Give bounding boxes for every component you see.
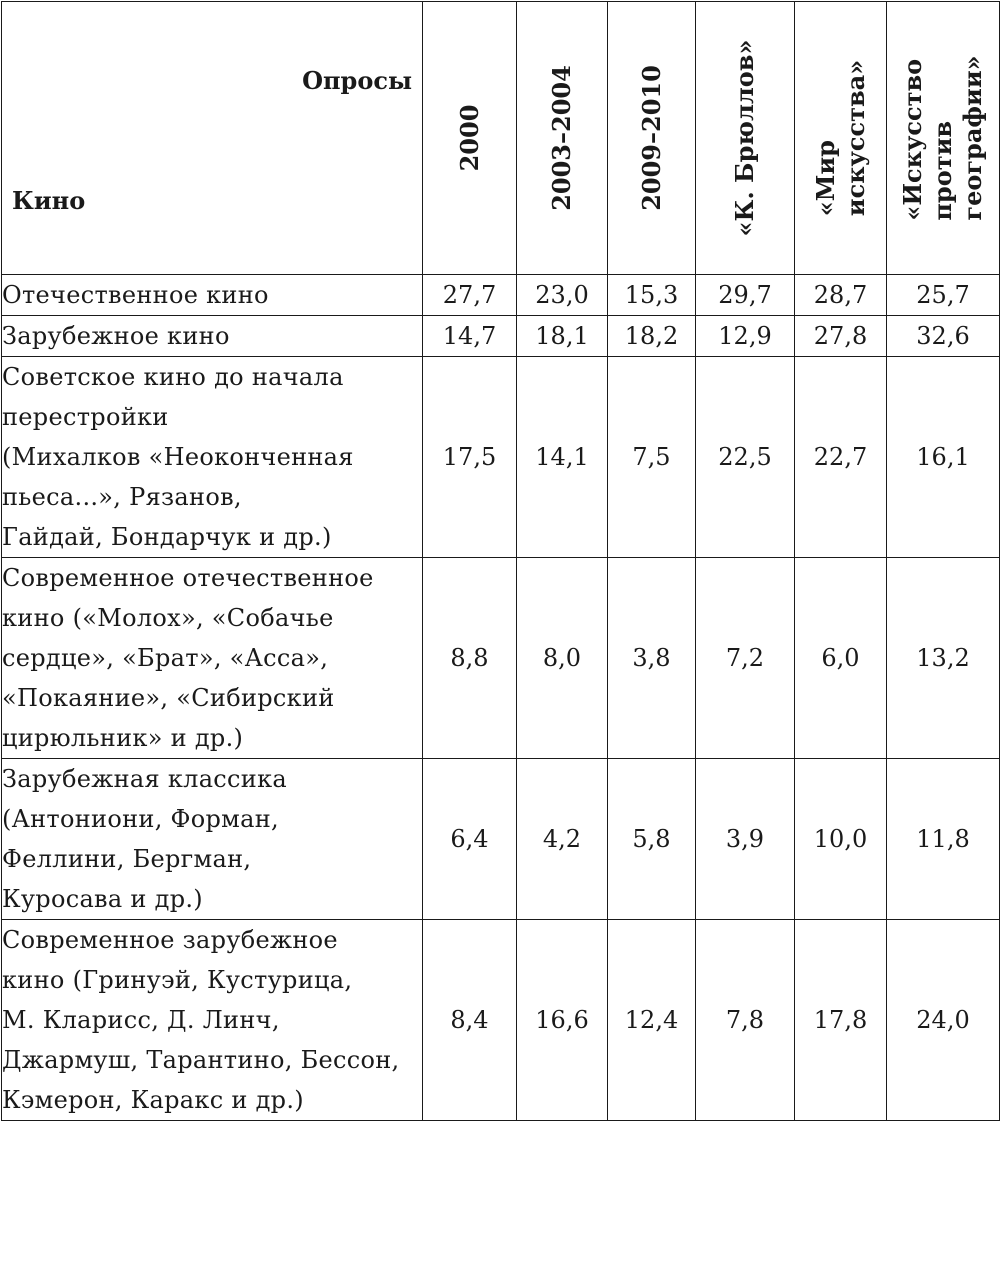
column-header-text (898, 55, 988, 220)
value-cell: 8,8 (423, 558, 517, 759)
value-cell: 22,7 (795, 357, 887, 558)
value-cell: 32,6 (887, 316, 1000, 357)
value-cell: 17,8 (795, 920, 887, 1121)
row-label-cell (2, 316, 423, 357)
value-cell: 3,8 (608, 558, 696, 759)
column-header-line: 2000 (454, 104, 484, 172)
row-label-line: Современное отечественное (2, 564, 374, 592)
table-row (2, 316, 1000, 357)
row-label-line: Советское кино до начала (2, 363, 344, 391)
table-row (2, 558, 1000, 759)
value-cell: 4,2 (517, 759, 608, 920)
column-header-text (730, 40, 760, 237)
row-label-cell (2, 275, 423, 316)
row-label-line: Кэмерон, Каракс и др.) (2, 1086, 304, 1114)
row-label-cell (2, 759, 423, 920)
value-cell: 12,9 (696, 316, 795, 357)
row-label-line: кино («Молох», «Собачье (2, 604, 334, 632)
row-label-line: М. Кларисс, Д. Линч, (2, 1006, 280, 1034)
value-cell: 27,7 (423, 275, 517, 316)
row-label-line: цирюльник» и др.) (2, 724, 244, 752)
header-row (2, 2, 1000, 275)
column-header-text (637, 65, 667, 211)
row-label-line: Зарубежная классика (2, 765, 287, 793)
row-label-line: Зарубежное кино (2, 322, 230, 350)
value-cell: 14,1 (517, 357, 608, 558)
value-cell: 7,2 (696, 558, 795, 759)
row-label-cell (2, 920, 423, 1121)
value-cell: 16,1 (887, 357, 1000, 558)
value-cell: 17,5 (423, 357, 517, 558)
row-label-line: «Покаяние», «Сибирский (2, 684, 335, 712)
row-label-line: Феллини, Бергман, (2, 845, 252, 873)
value-cell: 16,6 (517, 920, 608, 1121)
column-header-line: искусства» (840, 59, 870, 217)
column-header (887, 2, 1000, 275)
row-label-cell (2, 558, 423, 759)
value-cell: 22,5 (696, 357, 795, 558)
row-label-line: (Михалков «Неоконченная (2, 443, 354, 471)
value-cell: 13,2 (887, 558, 1000, 759)
film-header-label: Кино (12, 186, 86, 215)
column-header (795, 2, 887, 275)
row-label-line: Гайдай, Бондарчук и др.) (2, 523, 332, 551)
value-cell: 12,4 (608, 920, 696, 1121)
column-header-line: 2003–2004 (547, 65, 576, 211)
column-header-text (547, 65, 577, 211)
value-cell: 7,8 (696, 920, 795, 1121)
value-cell: 29,7 (696, 275, 795, 316)
value-cell: 11,8 (887, 759, 1000, 920)
column-header-text (455, 105, 485, 172)
value-cell: 18,2 (608, 316, 696, 357)
row-label-line: кино (Гринуэй, Кустурица, (2, 966, 353, 994)
value-cell: 8,0 (517, 558, 608, 759)
column-header-line: «К. Брюллов» (730, 39, 759, 237)
value-cell: 24,0 (887, 920, 1000, 1121)
value-cell: 25,7 (887, 275, 1000, 316)
column-header-line: 2009–2010 (636, 65, 666, 211)
row-label-cell (2, 357, 423, 558)
surveys-header-label: Опросы (302, 66, 412, 95)
value-cell: 6,4 (423, 759, 517, 920)
value-cell: 14,7 (423, 316, 517, 357)
column-header-line: «Искусство (898, 58, 927, 221)
row-label-line: пьеса...», Рязанов, (2, 483, 242, 511)
value-cell: 15,3 (608, 275, 696, 316)
column-header-line: географии» (958, 55, 987, 221)
survey-table (1, 1, 1000, 1121)
value-cell: 8,4 (423, 920, 517, 1121)
table-row (2, 275, 1000, 316)
row-label-line: сердце», «Брат», «Асса», (2, 644, 329, 672)
value-cell: 28,7 (795, 275, 887, 316)
value-cell: 18,1 (517, 316, 608, 357)
row-label-line: (Антониони, Форман, (2, 805, 279, 833)
column-header (696, 2, 795, 275)
table-row (2, 759, 1000, 920)
value-cell: 23,0 (517, 275, 608, 316)
value-cell: 10,0 (795, 759, 887, 920)
corner-header-cell (2, 2, 423, 275)
value-cell: 6,0 (795, 558, 887, 759)
table-body (2, 275, 1000, 1121)
column-header (608, 2, 696, 275)
table-row (2, 357, 1000, 558)
row-label-line: Куросава и др.) (2, 885, 203, 913)
row-label-line: Современное зарубежное (2, 926, 338, 954)
row-label-line: перестройки (2, 403, 169, 431)
value-cell: 27,8 (795, 316, 887, 357)
row-label-line: Отечественное кино (2, 281, 269, 309)
value-cell: 3,9 (696, 759, 795, 920)
column-header (423, 2, 517, 275)
value-cell: 7,5 (608, 357, 696, 558)
value-cell: 5,8 (608, 759, 696, 920)
row-label-line: Джармуш, Тарантино, Бессон, (2, 1046, 400, 1074)
column-header-line: «Мир (810, 140, 840, 217)
column-header-text (811, 60, 871, 216)
column-header-line: против (928, 120, 957, 221)
column-header (517, 2, 608, 275)
table-row (2, 920, 1000, 1121)
